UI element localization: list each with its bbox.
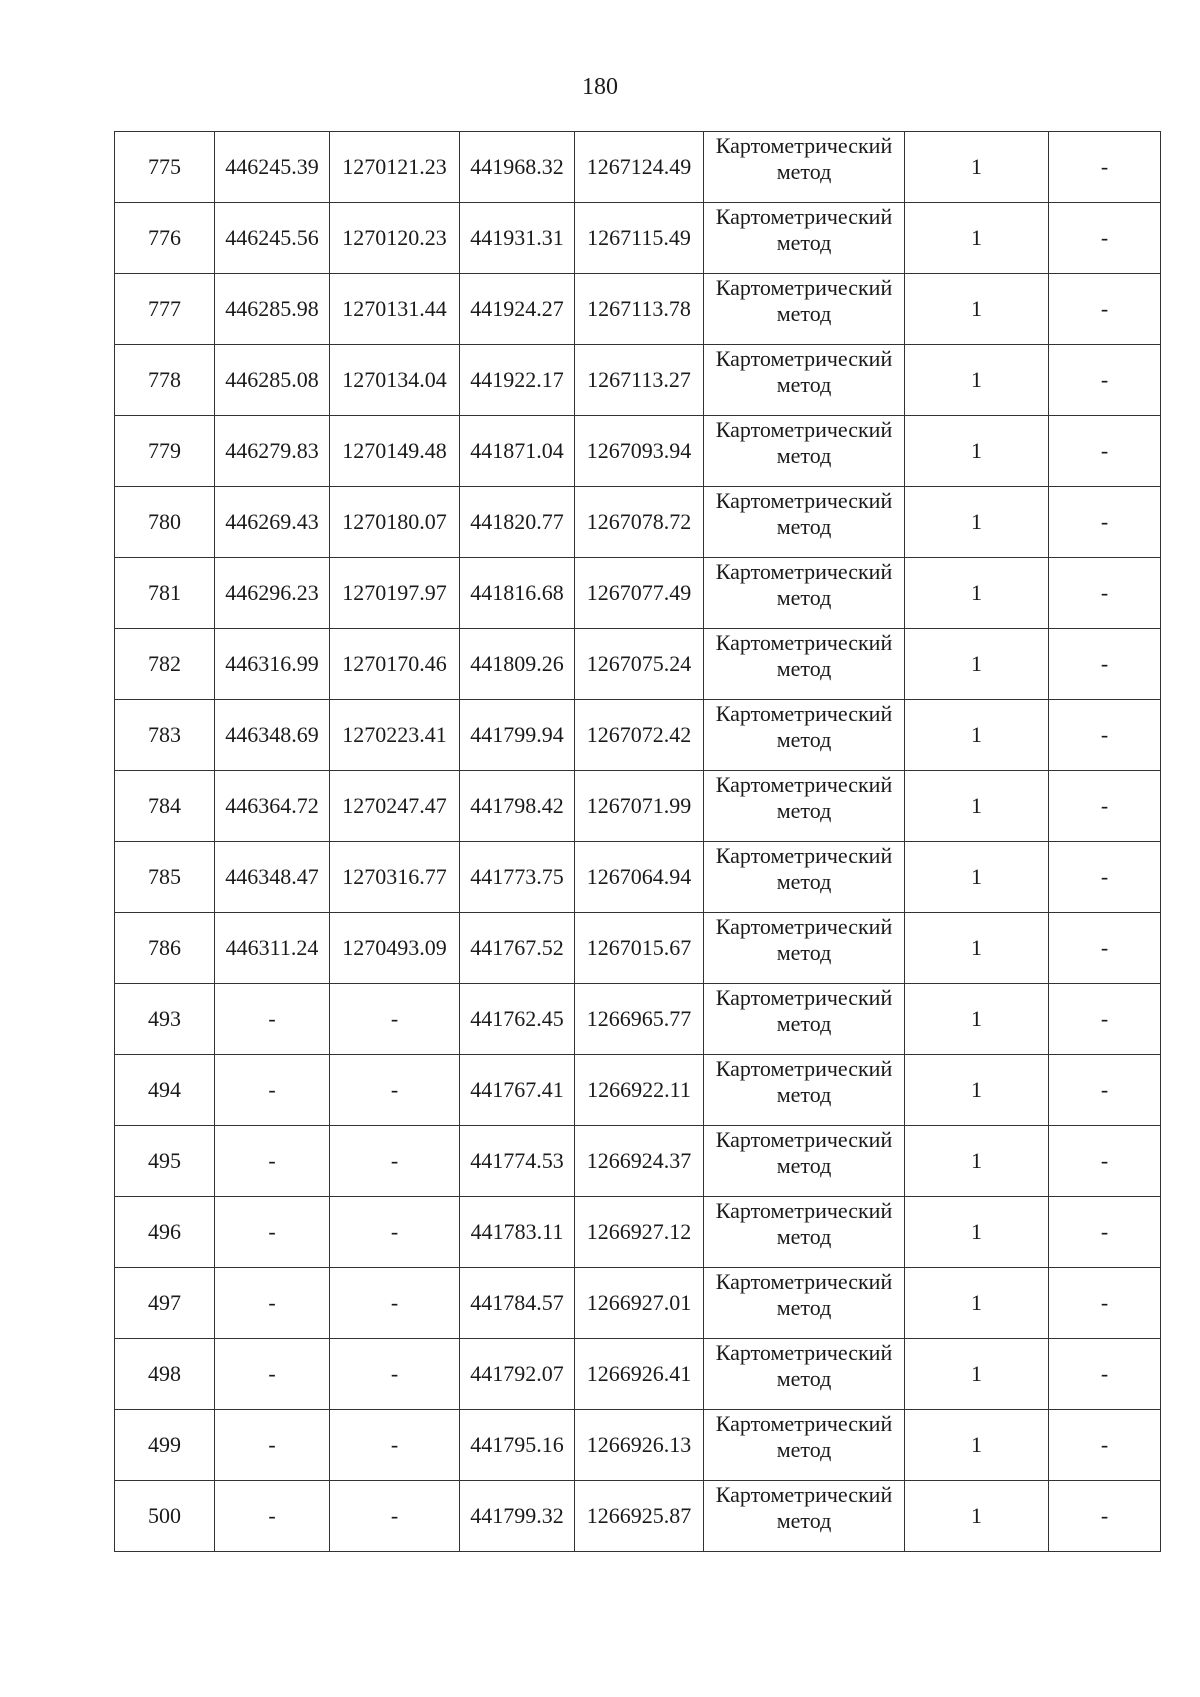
cell-x-existing: - bbox=[215, 1410, 330, 1481]
cell-accuracy: 1 bbox=[905, 700, 1049, 771]
cell-x-existing: 446316.99 bbox=[215, 629, 330, 700]
cell-accuracy: 1 bbox=[905, 416, 1049, 487]
cell-x-refined: 441816.68 bbox=[460, 558, 575, 629]
cell-method bbox=[704, 771, 905, 842]
cell-x-refined: 441799.32 bbox=[460, 1481, 575, 1552]
method-line-1: Картометрический bbox=[715, 914, 893, 939]
cell-point-number: 780 bbox=[115, 487, 215, 558]
cell-point-number: 775 bbox=[115, 132, 215, 203]
cell-y-refined: 1266965.77 bbox=[575, 984, 704, 1055]
method-line-2: метод bbox=[776, 869, 832, 894]
cell-method bbox=[704, 1197, 905, 1268]
cell-note: - bbox=[1049, 345, 1161, 416]
method-line-1: Картометрический bbox=[715, 1411, 893, 1436]
method-line-2: метод bbox=[776, 1082, 832, 1107]
cell-x-refined: 441792.07 bbox=[460, 1339, 575, 1410]
cell-method bbox=[704, 1055, 905, 1126]
cell-accuracy: 1 bbox=[905, 1481, 1049, 1552]
cell-y-existing: - bbox=[330, 1197, 460, 1268]
cell-y-refined: 1266922.11 bbox=[575, 1055, 704, 1126]
table-row bbox=[115, 1410, 1161, 1481]
cell-y-existing: 1270316.77 bbox=[330, 842, 460, 913]
cell-y-existing: 1270131.44 bbox=[330, 274, 460, 345]
cell-x-existing: 446348.69 bbox=[215, 700, 330, 771]
cell-note: - bbox=[1049, 984, 1161, 1055]
method-line-2: метод bbox=[776, 1508, 832, 1533]
cell-y-existing: 1270134.04 bbox=[330, 345, 460, 416]
cell-x-refined: 441931.31 bbox=[460, 203, 575, 274]
cell-method bbox=[704, 1339, 905, 1410]
cell-x-refined: 441767.52 bbox=[460, 913, 575, 984]
cell-note: - bbox=[1049, 700, 1161, 771]
cell-y-existing: 1270120.23 bbox=[330, 203, 460, 274]
cell-y-refined: 1266927.12 bbox=[575, 1197, 704, 1268]
method-line-1: Картометрический bbox=[715, 1482, 893, 1507]
cell-point-number: 783 bbox=[115, 700, 215, 771]
method-line-2: метод bbox=[776, 372, 832, 397]
method-line-2: метод bbox=[776, 1153, 832, 1178]
cell-x-existing: 446279.83 bbox=[215, 416, 330, 487]
cell-note: - bbox=[1049, 558, 1161, 629]
cell-note: - bbox=[1049, 1126, 1161, 1197]
page-number: 180 bbox=[582, 74, 618, 100]
cell-y-existing: - bbox=[330, 1126, 460, 1197]
table-row bbox=[115, 1055, 1161, 1126]
cell-point-number: 786 bbox=[115, 913, 215, 984]
table-row bbox=[115, 203, 1161, 274]
cell-point-number: 779 bbox=[115, 416, 215, 487]
cell-x-refined: 441784.57 bbox=[460, 1268, 575, 1339]
cell-accuracy: 1 bbox=[905, 1197, 1049, 1268]
table-row bbox=[115, 132, 1161, 203]
method-line-2: метод bbox=[776, 1295, 832, 1320]
cell-method bbox=[704, 274, 905, 345]
table-row bbox=[115, 345, 1161, 416]
cell-y-refined: 1267064.94 bbox=[575, 842, 704, 913]
cell-x-refined: 441968.32 bbox=[460, 132, 575, 203]
cell-x-refined: 441924.27 bbox=[460, 274, 575, 345]
method-line-2: метод bbox=[776, 514, 832, 539]
method-line-1: Картометрический bbox=[715, 1127, 893, 1152]
cell-y-refined: 1267115.49 bbox=[575, 203, 704, 274]
table-row bbox=[115, 416, 1161, 487]
cell-y-refined: 1267072.42 bbox=[575, 700, 704, 771]
method-line-2: метод bbox=[776, 1437, 832, 1462]
cell-x-refined: 441762.45 bbox=[460, 984, 575, 1055]
cell-note: - bbox=[1049, 1481, 1161, 1552]
cell-y-existing: 1270121.23 bbox=[330, 132, 460, 203]
cell-y-refined: 1267075.24 bbox=[575, 629, 704, 700]
cell-y-refined: 1266925.87 bbox=[575, 1481, 704, 1552]
cell-note: - bbox=[1049, 1268, 1161, 1339]
cell-accuracy: 1 bbox=[905, 132, 1049, 203]
cell-point-number: 782 bbox=[115, 629, 215, 700]
cell-point-number: 493 bbox=[115, 984, 215, 1055]
cell-accuracy: 1 bbox=[905, 558, 1049, 629]
method-line-1: Картометрический bbox=[715, 985, 893, 1010]
cell-accuracy: 1 bbox=[905, 345, 1049, 416]
method-line-2: метод bbox=[776, 1224, 832, 1249]
table-row bbox=[115, 558, 1161, 629]
cell-x-existing: 446269.43 bbox=[215, 487, 330, 558]
cell-point-number: 776 bbox=[115, 203, 215, 274]
cell-x-refined: 441799.94 bbox=[460, 700, 575, 771]
method-line-2: метод bbox=[776, 443, 832, 468]
cell-point-number: 500 bbox=[115, 1481, 215, 1552]
cell-x-existing: 446245.39 bbox=[215, 132, 330, 203]
cell-x-refined: 441795.16 bbox=[460, 1410, 575, 1481]
cell-x-refined: 441871.04 bbox=[460, 416, 575, 487]
cell-y-existing: 1270493.09 bbox=[330, 913, 460, 984]
cell-x-existing: 446348.47 bbox=[215, 842, 330, 913]
cell-y-existing: - bbox=[330, 984, 460, 1055]
cell-x-refined: 441820.77 bbox=[460, 487, 575, 558]
method-line-2: метод bbox=[776, 585, 832, 610]
table-row bbox=[115, 913, 1161, 984]
cell-accuracy: 1 bbox=[905, 984, 1049, 1055]
method-line-2: метод bbox=[776, 656, 832, 681]
cell-note: - bbox=[1049, 1055, 1161, 1126]
cell-accuracy: 1 bbox=[905, 1126, 1049, 1197]
cell-x-existing: 446285.98 bbox=[215, 274, 330, 345]
method-line-2: метод bbox=[776, 727, 832, 752]
cell-x-existing: - bbox=[215, 1481, 330, 1552]
cell-point-number: 494 bbox=[115, 1055, 215, 1126]
cell-note: - bbox=[1049, 274, 1161, 345]
cell-method bbox=[704, 416, 905, 487]
method-line-1: Картометрический bbox=[715, 1198, 893, 1223]
cell-x-existing: 446285.08 bbox=[215, 345, 330, 416]
cell-method bbox=[704, 700, 905, 771]
cell-point-number: 784 bbox=[115, 771, 215, 842]
method-line-1: Картометрический bbox=[715, 275, 893, 300]
method-line-1: Картометрический bbox=[715, 559, 893, 584]
cell-method bbox=[704, 984, 905, 1055]
cell-method bbox=[704, 1268, 905, 1339]
cell-y-existing: 1270180.07 bbox=[330, 487, 460, 558]
cell-note: - bbox=[1049, 842, 1161, 913]
method-line-2: метод bbox=[776, 798, 832, 823]
cell-note: - bbox=[1049, 771, 1161, 842]
cell-method bbox=[704, 132, 905, 203]
cell-accuracy: 1 bbox=[905, 1055, 1049, 1126]
cell-x-refined: 441809.26 bbox=[460, 629, 575, 700]
table-row bbox=[115, 1126, 1161, 1197]
table-row bbox=[115, 1268, 1161, 1339]
cell-method bbox=[704, 1410, 905, 1481]
cell-x-refined: 441767.41 bbox=[460, 1055, 575, 1126]
cell-y-refined: 1266927.01 bbox=[575, 1268, 704, 1339]
cell-note: - bbox=[1049, 132, 1161, 203]
cell-y-existing: - bbox=[330, 1481, 460, 1552]
method-line-1: Картометрический bbox=[715, 843, 893, 868]
cell-x-existing: - bbox=[215, 1268, 330, 1339]
cell-point-number: 781 bbox=[115, 558, 215, 629]
table-row bbox=[115, 1339, 1161, 1410]
cell-y-refined: 1266924.37 bbox=[575, 1126, 704, 1197]
cell-method bbox=[704, 487, 905, 558]
cell-y-existing: 1270149.48 bbox=[330, 416, 460, 487]
cell-y-refined: 1267113.27 bbox=[575, 345, 704, 416]
cell-x-refined: 441774.53 bbox=[460, 1126, 575, 1197]
cell-y-refined: 1266926.41 bbox=[575, 1339, 704, 1410]
cell-method bbox=[704, 913, 905, 984]
cell-x-existing: - bbox=[215, 1126, 330, 1197]
method-line-2: метод bbox=[776, 1366, 832, 1391]
cell-point-number: 785 bbox=[115, 842, 215, 913]
cell-x-refined: 441773.75 bbox=[460, 842, 575, 913]
cell-note: - bbox=[1049, 416, 1161, 487]
cell-y-refined: 1267078.72 bbox=[575, 487, 704, 558]
cell-method bbox=[704, 1126, 905, 1197]
cell-method bbox=[704, 1481, 905, 1552]
cell-x-refined: 441922.17 bbox=[460, 345, 575, 416]
cell-point-number: 499 bbox=[115, 1410, 215, 1481]
cell-note: - bbox=[1049, 1197, 1161, 1268]
cell-method bbox=[704, 842, 905, 913]
cell-y-existing: - bbox=[330, 1339, 460, 1410]
cell-y-refined: 1267113.78 bbox=[575, 274, 704, 345]
method-line-1: Картометрический bbox=[715, 1340, 893, 1365]
method-line-1: Картометрический bbox=[715, 488, 893, 513]
coordinates-table bbox=[114, 131, 1161, 1552]
method-line-2: метод bbox=[776, 230, 832, 255]
cell-y-existing: 1270197.97 bbox=[330, 558, 460, 629]
cell-y-refined: 1267124.49 bbox=[575, 132, 704, 203]
method-line-1: Картометрический bbox=[715, 1269, 893, 1294]
cell-note: - bbox=[1049, 913, 1161, 984]
table-row bbox=[115, 984, 1161, 1055]
cell-note: - bbox=[1049, 629, 1161, 700]
cell-method bbox=[704, 203, 905, 274]
method-line-1: Картометрический bbox=[715, 346, 893, 371]
table-row bbox=[115, 274, 1161, 345]
cell-note: - bbox=[1049, 1339, 1161, 1410]
cell-y-refined: 1267015.67 bbox=[575, 913, 704, 984]
cell-accuracy: 1 bbox=[905, 913, 1049, 984]
method-line-1: Картометрический bbox=[715, 1056, 893, 1081]
cell-x-existing: 446311.24 bbox=[215, 913, 330, 984]
cell-point-number: 498 bbox=[115, 1339, 215, 1410]
table-row bbox=[115, 842, 1161, 913]
cell-x-existing: 446296.23 bbox=[215, 558, 330, 629]
cell-note: - bbox=[1049, 1410, 1161, 1481]
table-row bbox=[115, 1197, 1161, 1268]
cell-y-refined: 1267071.99 bbox=[575, 771, 704, 842]
method-line-2: метод bbox=[776, 1011, 832, 1036]
cell-y-existing: - bbox=[330, 1410, 460, 1481]
cell-point-number: 778 bbox=[115, 345, 215, 416]
cell-accuracy: 1 bbox=[905, 487, 1049, 558]
cell-method bbox=[704, 629, 905, 700]
method-line-2: метод bbox=[776, 940, 832, 965]
cell-x-existing: - bbox=[215, 1055, 330, 1126]
cell-y-refined: 1267077.49 bbox=[575, 558, 704, 629]
table-row bbox=[115, 1481, 1161, 1552]
cell-x-refined: 441798.42 bbox=[460, 771, 575, 842]
cell-note: - bbox=[1049, 487, 1161, 558]
cell-accuracy: 1 bbox=[905, 1339, 1049, 1410]
cell-point-number: 777 bbox=[115, 274, 215, 345]
cell-accuracy: 1 bbox=[905, 842, 1049, 913]
method-line-1: Картометрический bbox=[715, 204, 893, 229]
cell-point-number: 496 bbox=[115, 1197, 215, 1268]
cell-y-refined: 1267093.94 bbox=[575, 416, 704, 487]
cell-x-refined: 441783.11 bbox=[460, 1197, 575, 1268]
method-line-1: Картометрический bbox=[715, 630, 893, 655]
cell-y-existing: 1270247.47 bbox=[330, 771, 460, 842]
table-row bbox=[115, 700, 1161, 771]
cell-accuracy: 1 bbox=[905, 274, 1049, 345]
cell-method bbox=[704, 558, 905, 629]
method-line-1: Картометрический bbox=[715, 133, 893, 158]
cell-y-existing: 1270170.46 bbox=[330, 629, 460, 700]
cell-y-existing: 1270223.41 bbox=[330, 700, 460, 771]
cell-accuracy: 1 bbox=[905, 771, 1049, 842]
cell-method bbox=[704, 345, 905, 416]
cell-y-refined: 1266926.13 bbox=[575, 1410, 704, 1481]
cell-y-existing: - bbox=[330, 1055, 460, 1126]
cell-accuracy: 1 bbox=[905, 1268, 1049, 1339]
method-line-1: Картометрический bbox=[715, 772, 893, 797]
table-row bbox=[115, 487, 1161, 558]
cell-x-existing: 446364.72 bbox=[215, 771, 330, 842]
table-row bbox=[115, 771, 1161, 842]
cell-x-existing: 446245.56 bbox=[215, 203, 330, 274]
table-row bbox=[115, 629, 1161, 700]
method-line-1: Картометрический bbox=[715, 417, 893, 442]
cell-x-existing: - bbox=[215, 984, 330, 1055]
cell-accuracy: 1 bbox=[905, 1410, 1049, 1481]
cell-point-number: 497 bbox=[115, 1268, 215, 1339]
cell-accuracy: 1 bbox=[905, 629, 1049, 700]
cell-accuracy: 1 bbox=[905, 203, 1049, 274]
cell-x-existing: - bbox=[215, 1339, 330, 1410]
method-line-1: Картометрический bbox=[715, 701, 893, 726]
cell-y-existing: - bbox=[330, 1268, 460, 1339]
method-line-2: метод bbox=[776, 159, 832, 184]
table-body bbox=[115, 132, 1161, 1552]
cell-x-existing: - bbox=[215, 1197, 330, 1268]
cell-point-number: 495 bbox=[115, 1126, 215, 1197]
cell-note: - bbox=[1049, 203, 1161, 274]
method-line-2: метод bbox=[776, 301, 832, 326]
